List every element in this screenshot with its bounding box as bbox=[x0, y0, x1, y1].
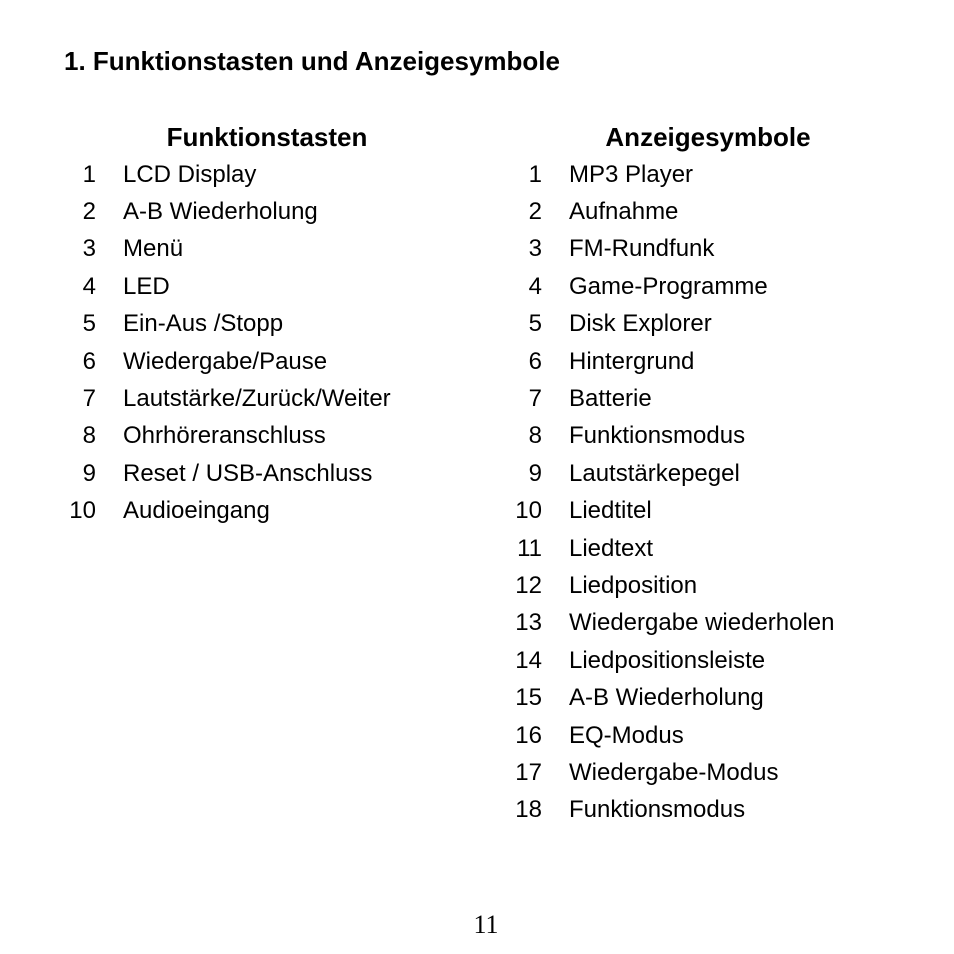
item-label: Wiedergabe/Pause bbox=[123, 347, 328, 375]
item-number: 8 bbox=[82, 422, 96, 450]
page-number: 11 bbox=[473, 910, 499, 939]
item-label: FM-Rundfunk bbox=[569, 235, 715, 263]
item-label: MP3 Player bbox=[569, 160, 694, 188]
item-number: 9 bbox=[82, 459, 96, 487]
list-item bbox=[62, 306, 462, 343]
item-label: LED bbox=[123, 272, 170, 300]
item-label: Audioeingang bbox=[123, 497, 270, 525]
function-keys-list bbox=[62, 156, 462, 530]
item-label: A-B Wiederholung bbox=[123, 198, 318, 226]
list-item bbox=[508, 679, 928, 716]
item-label: Aufnahme bbox=[569, 198, 679, 226]
list-item bbox=[508, 493, 928, 530]
item-label: A-B Wiederholung bbox=[569, 684, 764, 712]
list-item bbox=[62, 418, 462, 455]
item-number: 12 bbox=[515, 571, 542, 599]
list-item bbox=[508, 268, 928, 305]
item-number: 4 bbox=[82, 272, 96, 300]
item-number: 6 bbox=[528, 347, 542, 375]
list-item bbox=[62, 193, 462, 230]
list-item bbox=[62, 343, 462, 380]
item-label: Menü bbox=[123, 235, 184, 263]
list-item bbox=[508, 530, 928, 567]
item-label: Hintergrund bbox=[569, 347, 695, 375]
item-label: Funktionsmodus bbox=[569, 422, 746, 450]
item-number: 16 bbox=[515, 721, 542, 749]
item-label: Liedpositionsleiste bbox=[569, 646, 766, 674]
list-item bbox=[62, 268, 462, 305]
item-label: Liedposition bbox=[569, 571, 698, 599]
item-number: 5 bbox=[528, 310, 542, 338]
list-item bbox=[508, 306, 928, 343]
item-label: Lautstärke/Zurück/Weiter bbox=[123, 385, 391, 413]
item-number: 7 bbox=[528, 385, 542, 413]
list-item bbox=[62, 380, 462, 417]
item-number: 5 bbox=[82, 310, 96, 338]
item-label: EQ-Modus bbox=[569, 721, 684, 749]
list-item bbox=[508, 792, 928, 829]
list-item bbox=[508, 193, 928, 230]
item-number: 7 bbox=[82, 385, 96, 413]
list-item bbox=[508, 642, 928, 679]
display-symbols-column bbox=[508, 118, 928, 829]
item-label: Liedtext bbox=[569, 534, 654, 562]
list-item bbox=[508, 156, 928, 193]
list-item bbox=[508, 717, 928, 754]
item-label: Ohrhöreranschluss bbox=[123, 422, 326, 450]
list-item bbox=[508, 343, 928, 380]
item-number: 10 bbox=[69, 497, 96, 525]
item-number: 11 bbox=[517, 534, 542, 562]
item-label: Wiedergabe-Modus bbox=[569, 758, 779, 786]
item-label: Ein-Aus /Stopp bbox=[123, 310, 284, 338]
item-number: 15 bbox=[515, 684, 542, 712]
item-number: 4 bbox=[528, 272, 542, 300]
section-title: 1. Funktionstasten und Anzeigesymbole bbox=[64, 46, 560, 76]
list-item bbox=[508, 567, 928, 604]
item-number: 2 bbox=[528, 198, 542, 226]
list-item bbox=[508, 754, 928, 791]
item-number: 9 bbox=[528, 459, 542, 487]
item-number: 2 bbox=[82, 198, 96, 226]
item-label: Funktionsmodus bbox=[569, 796, 746, 824]
list-item bbox=[62, 231, 462, 268]
item-label: Batterie bbox=[569, 385, 652, 413]
item-number: 8 bbox=[528, 422, 542, 450]
item-number: 1 bbox=[528, 160, 542, 188]
item-label: Reset / USB-Anschluss bbox=[123, 459, 373, 487]
item-label: LCD Display bbox=[123, 160, 257, 188]
item-number: 3 bbox=[528, 235, 542, 263]
list-item bbox=[62, 455, 462, 492]
item-number: 10 bbox=[515, 497, 542, 525]
item-number: 1 bbox=[82, 160, 96, 188]
item-label: Lautstärkepegel bbox=[569, 459, 740, 487]
function-keys-column bbox=[62, 118, 462, 530]
list-item bbox=[508, 231, 928, 268]
item-label: Game-Programme bbox=[569, 272, 768, 300]
list-item bbox=[508, 418, 928, 455]
item-number: 13 bbox=[515, 609, 542, 637]
item-label: Disk Explorer bbox=[569, 310, 712, 338]
list-item bbox=[508, 455, 928, 492]
function-keys-heading: Funktionstasten bbox=[166, 122, 368, 152]
display-symbols-heading: Anzeigesymbole bbox=[605, 122, 811, 152]
item-label: Wiedergabe wiederholen bbox=[569, 609, 835, 637]
item-number: 14 bbox=[515, 646, 542, 674]
list-item bbox=[508, 605, 928, 642]
item-number: 6 bbox=[82, 347, 96, 375]
display-symbols-list bbox=[508, 156, 928, 829]
list-item bbox=[62, 156, 462, 193]
item-label: Liedtitel bbox=[569, 497, 652, 525]
list-item bbox=[508, 380, 928, 417]
list-item bbox=[62, 493, 462, 530]
item-number: 18 bbox=[515, 796, 542, 824]
item-number: 17 bbox=[515, 758, 542, 786]
item-number: 3 bbox=[82, 235, 96, 263]
